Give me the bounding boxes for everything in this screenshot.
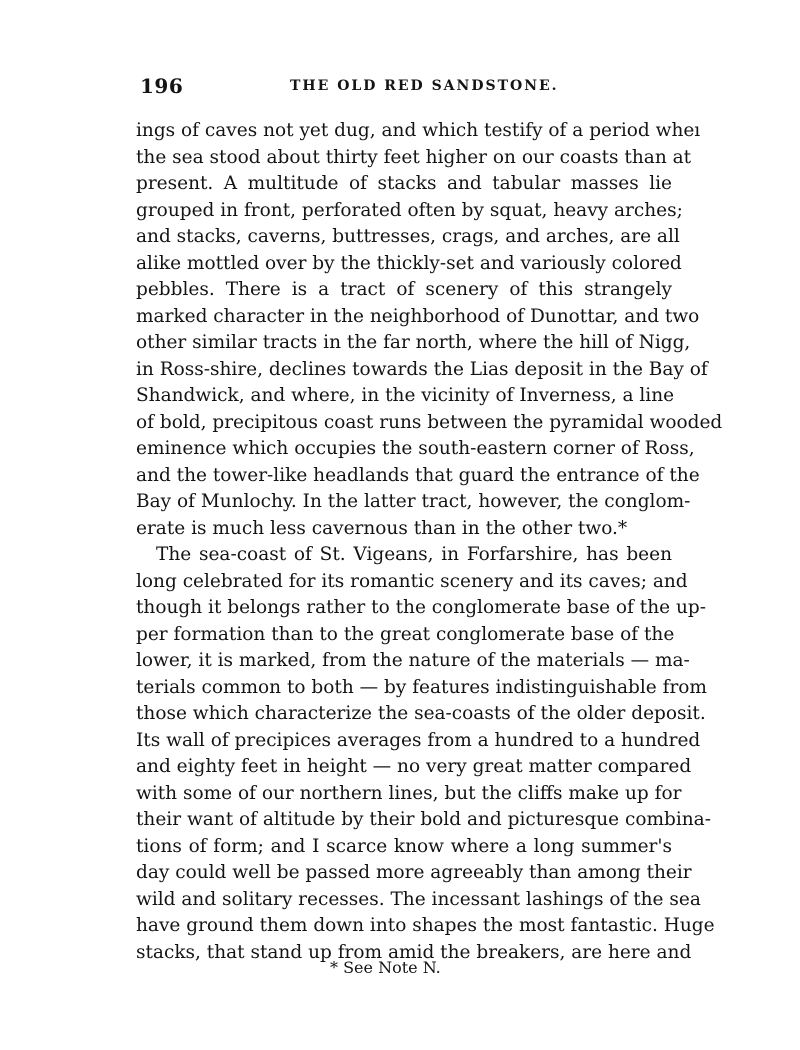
text-line: other similar tracts in the far north, where the hill of Nigg,: [136, 332, 691, 353]
footnote: * See Note N.: [330, 958, 441, 977]
text-line: pebbles. There is a tract of scenery of this strangely: [136, 279, 672, 300]
text-line: day could well be passed more agreeably than among their: [136, 862, 692, 883]
page-number: 196: [140, 74, 184, 98]
running-title: THE OLD RED SANDSTONE.: [290, 78, 559, 94]
text-line: the sea stood about thirty feet higher on our coasts than at: [136, 146, 692, 168]
text-line: Bay of Munlochy. In the latter tract, however, the conglom-: [136, 491, 691, 512]
text-line: alike mottled over by the thickly-set and variously colored: [136, 252, 682, 274]
text-line: terials common to both — by features indistinguishable from: [136, 676, 707, 698]
text-line: erate is much less cavernous than in the other two.*: [136, 517, 628, 539]
text-line: and the tower-like headlands that guard the entrance of the: [136, 464, 700, 486]
text-line: Its wall of precipices averages from a hundred to a hundred: [136, 729, 701, 751]
text-line: per formation than to the great conglomerate base of the: [136, 623, 675, 645]
body-text: [136, 118, 723, 966]
text-line: though it belongs rather to the conglomerate base of the up-: [136, 597, 706, 618]
text-line: ings of caves not yet dug, and which testify of a period wheı: [136, 120, 701, 141]
text-line: eminence which occupies the south-eastern corner of Ross,: [136, 438, 695, 459]
text-line: grouped in front, perforated often by squat, heavy arches;: [136, 199, 683, 221]
text-line: with some of our northern lines, but the cliffs make up for: [136, 782, 682, 804]
text-line: lower, it is marked, from the nature of the materials — ma-: [136, 650, 690, 671]
text-line: long celebrated for its romantic scenery and its caves; and: [136, 570, 688, 592]
text-line: those which characterize the sea-coasts of the older deposit.: [136, 703, 706, 724]
text-line: marked character in the neighborhood of Dunottar, and two: [136, 305, 700, 327]
text-line: tions of form; and I scarce know where a long summer's: [136, 835, 672, 857]
text-line: of bold, precipitous coast runs between the pyramidal wooded: [136, 411, 723, 433]
text-line: in Ross-shire, declines towards the Lias deposit in the Bay of: [136, 358, 708, 380]
text-line: stacks, that stand up from amid the breakers, are here and: [136, 941, 692, 963]
page-header: [140, 74, 670, 104]
text-line: have ground them down into shapes the most fantastic. Huge: [136, 915, 715, 936]
text-line: Shandwick, and where, in the vicinity of Inverness, a line: [136, 385, 675, 406]
text-line: wild and solitary recesses. The incessant lashings of the sea: [136, 888, 701, 910]
text-line: and eighty feet in height — no very great matter compared: [136, 756, 692, 777]
text-line: their want of altitude by their bold and picturesque combina-: [136, 809, 711, 830]
text-line: and stacks, caverns, buttresses, crags, and arches, are all: [136, 226, 680, 247]
text-line: present. A multitude of stacks and tabular masses lie: [136, 173, 672, 194]
text-line: The sea-coast of St. Vigeans, in Forfarshire, has been: [156, 544, 672, 565]
